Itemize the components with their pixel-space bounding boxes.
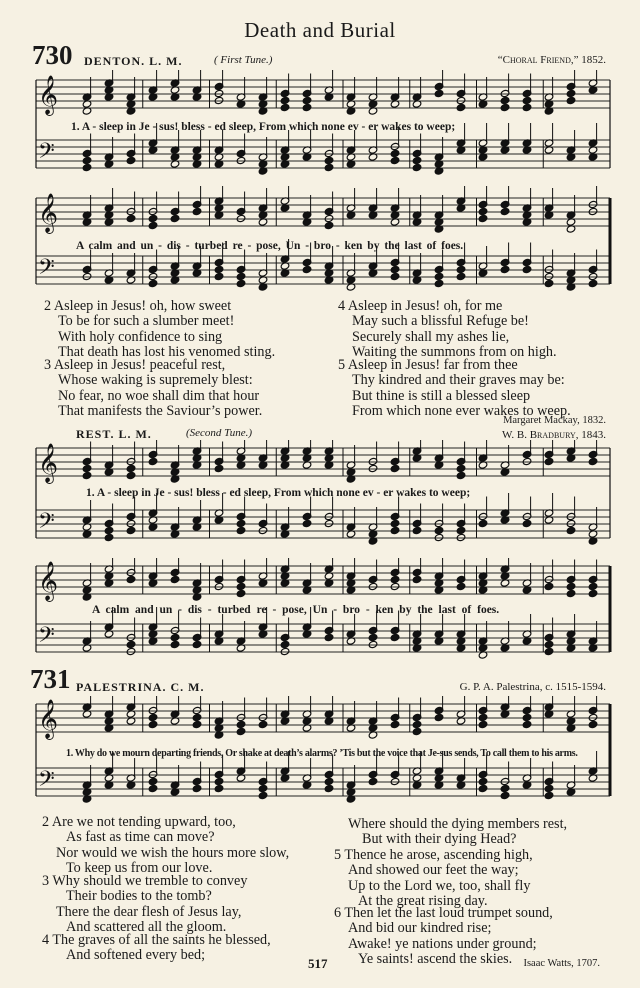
note-head <box>148 784 158 792</box>
note-head <box>148 720 158 728</box>
note-head <box>588 457 598 465</box>
note-head <box>478 713 488 721</box>
note-head <box>544 272 554 280</box>
verse-line: But with their dying Head? <box>362 831 517 848</box>
note-head <box>478 720 488 728</box>
page-title: Death and Burial <box>244 18 396 42</box>
note-head <box>258 720 268 728</box>
note-head <box>148 221 158 229</box>
note-head <box>192 713 202 721</box>
note-head <box>566 526 576 534</box>
note-head <box>126 156 136 164</box>
note-head <box>522 96 532 104</box>
note-head <box>390 582 400 590</box>
note-head <box>588 207 598 215</box>
note-head <box>236 720 246 728</box>
note-head <box>390 720 400 728</box>
verse-line: 4 Asleep in Jesus! oh, for me <box>338 298 503 314</box>
verse-line: And showed our feet the way; <box>348 862 519 879</box>
note-head <box>302 519 312 527</box>
note-head <box>456 526 466 534</box>
note-head <box>192 207 202 215</box>
verse <box>334 848 533 910</box>
lyrics-line: A calm and un - dis - turbed re - pose, Un - bro - ken by the last of foes. <box>92 604 500 616</box>
note-head <box>456 272 466 280</box>
note-head <box>192 784 202 792</box>
bass-clef-icon: 𝄢 <box>38 139 55 169</box>
bass-clef-icon: 𝄢 <box>38 767 55 797</box>
verse-line: To keep us from our love. <box>66 860 213 877</box>
note-head <box>214 272 224 280</box>
note-head <box>214 96 224 104</box>
note-head <box>170 640 180 648</box>
note-head <box>214 464 224 472</box>
note-head <box>390 519 400 527</box>
note-head <box>434 272 444 280</box>
note-head <box>258 791 268 799</box>
verse-line: 2 Asleep in Jesus! oh, how sweet <box>44 298 232 314</box>
note-head <box>434 279 444 287</box>
note-head <box>478 777 488 785</box>
note-head <box>390 149 400 157</box>
note-head <box>456 464 466 472</box>
note-head <box>588 582 598 590</box>
verse <box>42 874 247 936</box>
note-head <box>478 784 488 792</box>
note-head <box>148 457 158 465</box>
note-head <box>588 272 598 280</box>
treble-clef-icon: 𝄞 <box>38 193 59 233</box>
note-head <box>302 103 312 111</box>
tune-name: DENTON. L. M. <box>84 54 183 68</box>
treble-clef-icon: 𝄞 <box>38 561 59 601</box>
note-head <box>236 156 246 164</box>
lyrics-line: A calm and un - dis - turbed re - pose, Un - bro - ken by the last of foes. <box>76 240 464 252</box>
verse-line: From which none ever wakes to weep. <box>352 403 571 420</box>
note-head <box>236 582 246 590</box>
note-head <box>82 163 92 171</box>
verse-line: And softened every bed; <box>66 947 206 964</box>
note-head <box>566 589 576 597</box>
note-head <box>302 96 312 104</box>
note-head <box>390 526 400 534</box>
verse-line: And scattered all the gloom. <box>66 919 227 936</box>
verse-line: At the great rising day. <box>358 893 488 910</box>
note-head <box>522 720 532 728</box>
note-head <box>324 519 334 527</box>
verse-line: Thy kindred and their graves may be: <box>352 372 565 389</box>
verse-line: 6 Then let the last loud trumpet sound, <box>334 905 553 921</box>
note-head <box>368 633 378 641</box>
verse <box>348 817 567 848</box>
note-head <box>236 272 246 280</box>
hymn-number: 730 <box>32 40 73 70</box>
note-head <box>522 457 532 465</box>
note-head <box>434 533 444 541</box>
verse <box>44 358 262 420</box>
note-head <box>456 96 466 104</box>
verse-line: May such a blissful Refuge be! <box>352 313 529 330</box>
verse-line: There the dear flesh of Jesus lay, <box>56 903 242 920</box>
note-head <box>126 519 136 527</box>
note-head <box>434 526 444 534</box>
note-head <box>522 103 532 111</box>
note-head <box>302 265 312 273</box>
composer-credit: G. P. A. Palestrina, c. 1515-1594. <box>459 681 606 693</box>
tune-name: PALESTRINA. C. M. <box>76 680 205 694</box>
note-head <box>500 784 510 792</box>
treble-clef-icon: 𝄞 <box>38 699 59 739</box>
note-head <box>368 777 378 785</box>
verse-line: As fast as time can move? <box>66 829 215 846</box>
verse-line: 5 Thence he arose, ascending high, <box>334 847 533 863</box>
hymn-number: 731 <box>30 664 71 694</box>
note-head <box>544 582 554 590</box>
note-head <box>500 791 510 799</box>
verse-line: No fear, no woe shall dim that hour <box>58 387 260 404</box>
note-head <box>544 457 554 465</box>
note-head <box>126 647 136 655</box>
note-head <box>588 279 598 287</box>
verse-line: Whose waking is supremely blest: <box>58 372 253 389</box>
note-head <box>214 784 224 792</box>
note-head <box>368 464 378 472</box>
verse-line: Where should the dying members rest, <box>348 816 568 832</box>
tune-name: REST. L. M. <box>76 427 152 441</box>
verse-line: Nor would we wish the hours more slow, <box>56 844 290 861</box>
bass-clef-icon: 𝄢 <box>38 509 55 539</box>
note-head <box>390 156 400 164</box>
note-head <box>258 784 268 792</box>
tune-note: ( First Tune.) <box>214 54 273 66</box>
verse-line: 2 Are we not tending upward, too, <box>42 814 236 830</box>
note-head <box>566 582 576 590</box>
note-head <box>456 471 466 479</box>
note-head <box>170 633 180 641</box>
verse-line: Ye saints! ascend the skies. <box>358 951 513 968</box>
note-head <box>588 713 598 721</box>
note-head <box>412 163 422 171</box>
note-head <box>368 640 378 648</box>
note-head <box>324 214 334 222</box>
verse-line: Awake! ye nations under ground; <box>348 935 537 952</box>
note-head <box>478 214 488 222</box>
bass-clef-icon: 𝄢 <box>38 623 55 653</box>
note-head <box>456 265 466 273</box>
note-head <box>82 464 92 472</box>
note-head <box>170 214 180 222</box>
verse-line: Securely shall my ashes lie, <box>352 328 510 345</box>
note-head <box>236 727 246 735</box>
note-head <box>126 575 136 583</box>
note-head <box>148 713 158 721</box>
treble-clef-icon: 𝄞 <box>38 75 59 115</box>
note-head <box>456 533 466 541</box>
note-head <box>126 526 136 534</box>
note-head <box>456 582 466 590</box>
verse-line: That death has lost his venomed sting. <box>58 344 276 361</box>
note-head <box>500 265 510 273</box>
note-head <box>258 526 268 534</box>
note-head <box>544 647 554 655</box>
note-head <box>478 207 488 215</box>
note-head <box>500 103 510 111</box>
verse-line: Up to the Lord we, too, shall fly <box>348 877 531 894</box>
note-head <box>192 640 202 648</box>
note-head <box>324 221 334 229</box>
note-head <box>214 265 224 273</box>
note-head <box>280 96 290 104</box>
note-head <box>412 720 422 728</box>
note-head <box>390 575 400 583</box>
note-head <box>390 633 400 641</box>
note-head <box>280 103 290 111</box>
note-head <box>522 265 532 273</box>
verse-line: With holy confidence to sing <box>58 328 223 345</box>
note-head <box>588 589 598 597</box>
verse-line: But thine is still a blessed sleep <box>352 387 531 404</box>
composer-credit: W. B. Bradbury, 1843. <box>502 429 606 441</box>
note-head <box>192 720 202 728</box>
note-head <box>544 279 554 287</box>
note-head <box>104 533 114 541</box>
note-head <box>148 777 158 785</box>
note-head <box>126 464 136 472</box>
note-head <box>214 89 224 97</box>
lyrics-line: 1. A - sleep in Je - sus! bless - ed sleep, From which none ev - er wakes to weep; <box>86 487 471 499</box>
note-head <box>500 96 510 104</box>
note-head <box>412 727 422 735</box>
lyrics-line: 1. Why do we mourn departing friends, Or shake at death’s alarms? ’Tis but the voice that Je-sus sends, To call them to his arms. <box>66 748 578 759</box>
treble-clef-icon: 𝄞 <box>38 443 59 483</box>
composer-credit: “Choral Friend,” 1852. <box>497 54 606 66</box>
note-head <box>368 582 378 590</box>
note-head <box>236 589 246 597</box>
note-head <box>82 156 92 164</box>
note-head <box>544 784 554 792</box>
note-head <box>236 519 246 527</box>
verse-line: That manifests the Saviour’s power. <box>58 403 263 420</box>
note-head <box>522 713 532 721</box>
note-head <box>390 272 400 280</box>
note-head <box>82 272 92 280</box>
note-head <box>148 279 158 287</box>
tune-note: (Second Tune.) <box>186 427 252 439</box>
note-head <box>478 519 488 527</box>
verse-line: To be for such a slumber meet! <box>58 313 235 330</box>
note-head <box>566 519 576 527</box>
note-head <box>522 519 532 527</box>
note-head <box>126 640 136 648</box>
note-head <box>566 89 576 97</box>
verse-line: Waiting the summons from on high. <box>352 344 557 361</box>
note-head <box>148 214 158 222</box>
verse <box>44 299 275 361</box>
note-head <box>126 214 136 222</box>
verse <box>338 358 571 420</box>
note-head <box>324 156 334 164</box>
author-credit: Isaac Watts, 1707. <box>523 958 600 969</box>
verse-line: 5 Asleep in Jesus! far from thee <box>338 357 518 373</box>
note-head <box>82 471 92 479</box>
note-head <box>588 720 598 728</box>
note-head <box>280 647 290 655</box>
note-head <box>544 791 554 799</box>
note-head <box>280 640 290 648</box>
note-head <box>170 575 180 583</box>
note-head <box>434 89 444 97</box>
verse-line: Their bodies to the tomb? <box>66 888 212 905</box>
note-head <box>412 575 422 583</box>
note-head <box>148 272 158 280</box>
note-head <box>324 784 334 792</box>
note-head <box>412 526 422 534</box>
note-head <box>126 471 136 479</box>
verse-line: 3 Why should we tremble to convey <box>42 873 248 889</box>
note-head <box>544 640 554 648</box>
note-head <box>214 582 224 590</box>
verse <box>42 933 271 964</box>
author-credit: Margaret Mackay, 1832. <box>503 415 606 426</box>
verse <box>338 299 557 361</box>
note-head <box>236 526 246 534</box>
verse <box>334 906 553 968</box>
note-head <box>500 207 510 215</box>
note-head <box>104 526 114 534</box>
note-head <box>214 777 224 785</box>
note-head <box>390 777 400 785</box>
note-head <box>324 777 334 785</box>
note-head <box>434 713 444 721</box>
bass-clef-icon: 𝄢 <box>38 255 55 285</box>
verse-line: 4 The graves of all the saints he blessed, <box>42 932 271 948</box>
verse-line: And bid our kindred rise; <box>348 920 492 937</box>
note-head <box>390 464 400 472</box>
note-head <box>456 103 466 111</box>
note-head <box>566 96 576 104</box>
page-number: 517 <box>308 956 328 971</box>
note-head <box>390 265 400 273</box>
note-head <box>412 156 422 164</box>
note-head <box>324 633 334 641</box>
note-head <box>236 279 246 287</box>
verse-line: 3 Asleep in Jesus! peaceful rest, <box>44 357 226 373</box>
verse <box>42 815 289 877</box>
lyrics-line: 1. A - sleep in Je - sus! bless - ed sleep, From which none ev - er wakes to weep; <box>71 121 456 133</box>
note-head <box>236 214 246 222</box>
note-head <box>324 163 334 171</box>
